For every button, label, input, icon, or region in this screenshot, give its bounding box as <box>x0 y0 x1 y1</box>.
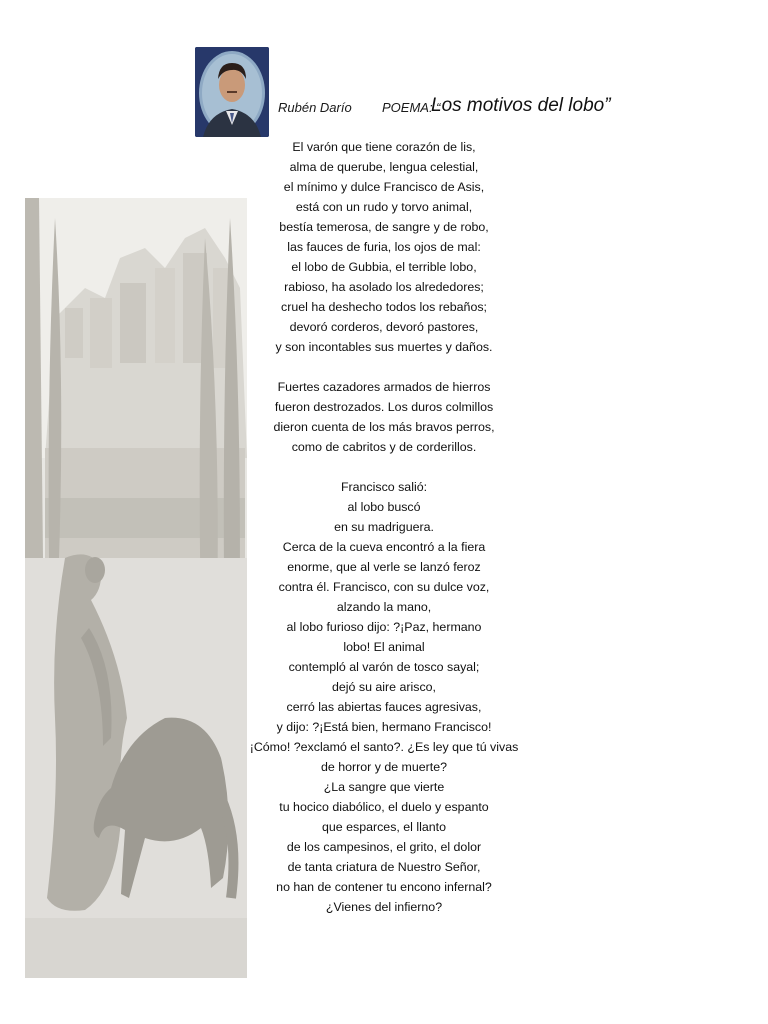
poem-line: Francisco salió: <box>340 480 428 494</box>
poem-label: POEMA: “ <box>382 100 441 115</box>
poem-line: al lobo buscó <box>347 500 421 514</box>
poem-title: Los motivos del lobo” <box>431 95 611 116</box>
poem-line: de los campesinos, el grito, el dolor <box>286 840 482 854</box>
poem-line: como de cabritos y de corderillos. <box>291 440 477 454</box>
poem-line: enorme, que al verle se lanzó feroz <box>287 560 481 574</box>
poem-stanza <box>230 477 538 917</box>
poem-text <box>230 137 538 917</box>
poem-line: Cerca de la cueva encontró a la fiera <box>282 540 486 554</box>
poem-line: alma de querube, lengua celestial, <box>289 160 479 174</box>
poem-line: fueron destrozados. Los duros colmillos <box>274 400 494 414</box>
author-portrait-image <box>195 47 269 137</box>
poem-line: tu hocico diabólico, el duelo y espanto <box>279 800 489 814</box>
author-name: Rubén Darío <box>278 100 352 115</box>
illustration-image <box>25 198 247 978</box>
poem-line: cerró las abiertas fauces agresivas, <box>286 700 482 714</box>
poem-line: está con un rudo y torvo animal, <box>295 200 473 214</box>
author-portrait <box>195 47 269 137</box>
poem-line: devoró corderos, devoró pastores, <box>289 320 479 334</box>
poem-line: contempló al varón de tosco sayal; <box>288 660 480 674</box>
poem-line: cruel ha deshecho todos los rebaños; <box>281 300 487 314</box>
saint-francis-wolf-illustration <box>25 198 247 978</box>
poem-line: de horror y de muerte? <box>320 760 448 774</box>
poem-line: dieron cuenta de los más bravos perros, <box>273 420 495 434</box>
poem-line: ¿Vienes del infierno? <box>325 900 443 914</box>
poem-line: al lobo furioso dijo: ?¡Paz, hermano <box>286 620 482 634</box>
poem-line: las fauces de furia, los ojos de mal: <box>287 240 481 254</box>
poem-line: y son incontables sus muertes y daños. <box>275 340 493 354</box>
poem-line: Fuertes cazadores armados de hierros <box>277 380 491 394</box>
poem-stanza <box>230 377 538 457</box>
poem-line: dejó su aire arisco, <box>332 680 436 694</box>
poem-line: que esparces, el llanto <box>322 820 446 834</box>
poem-stanza <box>230 137 538 357</box>
poem-line: lobo! El animal <box>343 640 425 654</box>
poem-line: ¿La sangre que vierte <box>323 780 445 794</box>
poem-line: alzando la mano, <box>336 600 432 614</box>
poem-line: el mínimo y dulce Francisco de Asis, <box>283 180 485 194</box>
poem-line: El varón que tiene corazón de lis, <box>292 140 476 154</box>
poem-line: el lobo de Gubbia, el terrible lobo, <box>291 260 477 274</box>
poem-line: rabioso, ha asolado los alrededores; <box>284 280 484 294</box>
poem-line: ¡Cómo! ?exclamó el santo?. ¿Es ley que tú vivas <box>249 740 519 754</box>
poem-line: contra él. Francisco, con su dulce voz, <box>278 580 490 594</box>
poem-line: y dijo: ?¡Está bien, hermano Francisco! <box>276 720 492 734</box>
poem-line: no han de contener tu encono infernal? <box>276 880 492 894</box>
poem-line: en su madriguera. <box>334 520 434 534</box>
poem-line: bestía temerosa, de sangre y de robo, <box>279 220 489 234</box>
poem-line: de tanta criatura de Nuestro Señor, <box>287 860 481 874</box>
